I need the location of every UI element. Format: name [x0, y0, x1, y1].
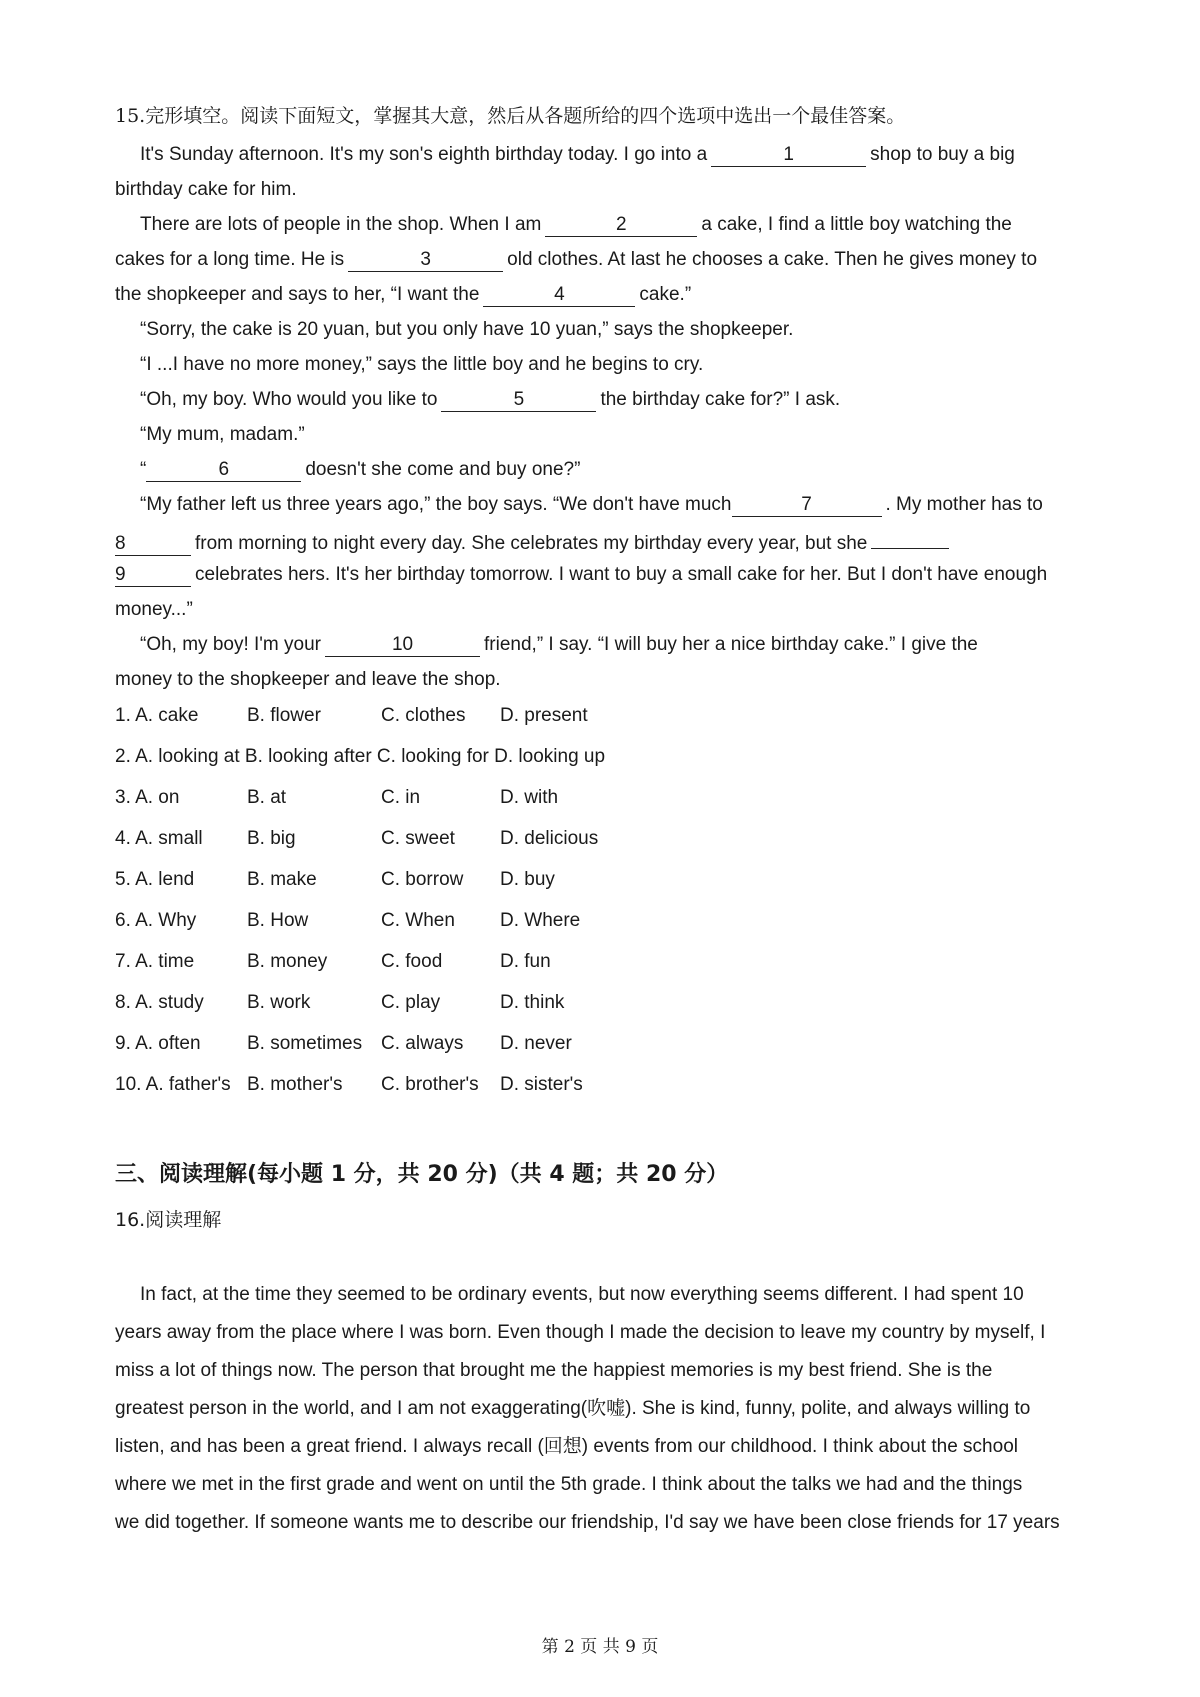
option-c: C. brother's — [381, 1074, 479, 1095]
passage-text: “Sorry, the cake is 20 yuan, but you only have 10 yuan,” says the shopkeeper. — [140, 319, 794, 340]
passage-text: There are lots of people in the shop. When I am — [140, 214, 542, 235]
blank-1: 1 — [711, 144, 866, 167]
option-c: C. borrow — [381, 869, 464, 890]
blank-5: 5 — [441, 389, 596, 412]
passage-text: money to the shopkeeper and leave the shop. — [115, 669, 501, 690]
blank-9-line — [871, 526, 949, 549]
option-d: D. sister's — [500, 1074, 583, 1095]
blank-9: 9 — [115, 564, 191, 587]
passage-text: the shopkeeper and says to her, “I want the — [115, 284, 480, 305]
blank-8: 8 — [115, 533, 191, 556]
passage-line — [140, 631, 978, 659]
passage-text: cake.” — [639, 284, 692, 305]
passage-text: It's Sunday afternoon. It's my son's eighth birthday today. I go into a — [140, 144, 708, 165]
passage-line — [140, 456, 580, 484]
passage-text: “My mum, madam.” — [140, 424, 305, 445]
passage-text: celebrates hers. It's her birthday tomorrow. I want to buy a small cake for her. But I don't have enough — [195, 564, 1048, 585]
passage-text: “My father left us three years ago,” the boy says. “We don't have much — [140, 494, 732, 515]
passage-text: shop to buy a big — [870, 144, 1015, 165]
option-line: 2. A. looking at B. looking after C. looking for D. looking up — [115, 746, 606, 767]
passage-text: “ — [140, 459, 147, 480]
blank-3: 3 — [348, 249, 503, 272]
passage-text: money...” — [115, 599, 193, 620]
passage-text: old clothes. At last he chooses a cake. Then he gives money to — [507, 249, 1038, 270]
option-b: B. money — [247, 951, 328, 972]
option-d: D. delicious — [500, 828, 599, 849]
option-d: D. Where — [500, 910, 581, 931]
passage-line — [115, 281, 691, 309]
reading-text: In fact, at the time they seemed to be ordinary events, but now everything seems different. I had spent 10 — [140, 1284, 1024, 1305]
reading-text: listen, and has been a great friend. I always recall (回想) events from our childhood. I think about the school — [115, 1436, 1018, 1457]
blank-2: 2 — [545, 214, 697, 237]
option-c: C. food — [381, 951, 443, 972]
option-c: C. in — [381, 787, 421, 808]
passage-line — [115, 526, 953, 558]
option-b: B. work — [247, 992, 311, 1013]
question-16-title: 16.阅读理解 — [115, 1209, 222, 1231]
option-b: B. How — [247, 910, 309, 931]
reading-text: years away from the place where I was born. Even though I made the decision to leave my country by myself, I — [115, 1322, 1046, 1343]
option-d: D. never — [500, 1033, 572, 1054]
reading-text: greatest person in the world, and I am not exaggerating(吹嘘). She is kind, funny, polite, and always willing to — [115, 1398, 1031, 1419]
option-c: C. always — [381, 1033, 464, 1054]
passage-text: “Oh, my boy. Who would you like to — [140, 389, 438, 410]
question-15-title: 15.完形填空。阅读下面短文，掌握其大意，然后从各题所给的四个选项中选出一个最佳答案。 — [115, 105, 906, 127]
passage-line — [140, 491, 1043, 519]
option-b: B. make — [247, 869, 317, 890]
option-c: C. When — [381, 910, 455, 931]
passage-line — [140, 211, 1012, 239]
blank-6: 6 — [146, 459, 301, 482]
blank-10: 10 — [325, 634, 480, 657]
blank-7: 7 — [732, 494, 882, 517]
option-d: D. buy — [500, 869, 555, 890]
section-heading: 三、阅读理解(每小题 1 分，共 20 分)（共 4 题；共 20 分） — [115, 1162, 729, 1187]
option-a: 3. A. on — [115, 787, 180, 808]
passage-text: a cake, I find a little boy watching the — [701, 214, 1012, 235]
passage-line — [115, 561, 1047, 589]
option-b: B. big — [247, 828, 296, 849]
option-d: D. present — [500, 705, 588, 726]
option-b: B. sometimes — [247, 1033, 363, 1054]
passage-text: from morning to night every day. She celebrates my birthday every year, but she — [195, 533, 868, 554]
option-a: 8. A. study — [115, 992, 204, 1013]
passage-text: “I ...I have no more money,” says the little boy and he begins to cry. — [140, 354, 704, 375]
passage-line — [115, 246, 1037, 274]
option-a: 7. A. time — [115, 951, 195, 972]
option-a: 1. A. cake — [115, 705, 199, 726]
option-b: B. flower — [247, 705, 321, 726]
option-d: D. with — [500, 787, 559, 808]
option-a: 9. A. often — [115, 1033, 201, 1054]
option-c: C. sweet — [381, 828, 455, 849]
option-a: 10. A. father's — [115, 1074, 231, 1095]
option-d: D. fun — [500, 951, 551, 972]
passage-text: . My mother has to — [885, 494, 1043, 515]
passage-text: friend,” I say. “I will buy her a nice birthday cake.” I give the — [484, 634, 978, 655]
passage-text: cakes for a long time. He is — [115, 249, 345, 270]
passage-text: the birthday cake for?” I ask. — [600, 389, 841, 410]
passage-text: birthday cake for him. — [115, 179, 297, 200]
option-a: 4. A. small — [115, 828, 203, 849]
option-d: D. think — [500, 992, 565, 1013]
passage-line — [140, 141, 1015, 169]
option-a: 5. A. lend — [115, 869, 195, 890]
passage-line — [140, 386, 840, 414]
option-c: C. play — [381, 992, 441, 1013]
blank-4: 4 — [483, 284, 635, 307]
page-footer: 第 2 页 共 9 页 — [541, 1637, 659, 1657]
option-b: B. at — [247, 787, 287, 808]
reading-text: we did together. If someone wants me to describe our friendship, I'd say we have been close friends for 17 years — [115, 1512, 1060, 1533]
option-a: 6. A. Why — [115, 910, 197, 931]
reading-text: miss a lot of things now. The person that brought me the happiest memories is my best friend. She is the — [115, 1360, 993, 1381]
option-c: C. clothes — [381, 705, 466, 726]
reading-text: where we met in the first grade and went on until the 5th grade. I think about the talks we had and the things — [115, 1474, 1023, 1495]
option-b: B. mother's — [247, 1074, 343, 1095]
passage-text: “Oh, my boy! I'm your — [140, 634, 322, 655]
passage-text: doesn't she come and buy one?” — [305, 459, 581, 480]
